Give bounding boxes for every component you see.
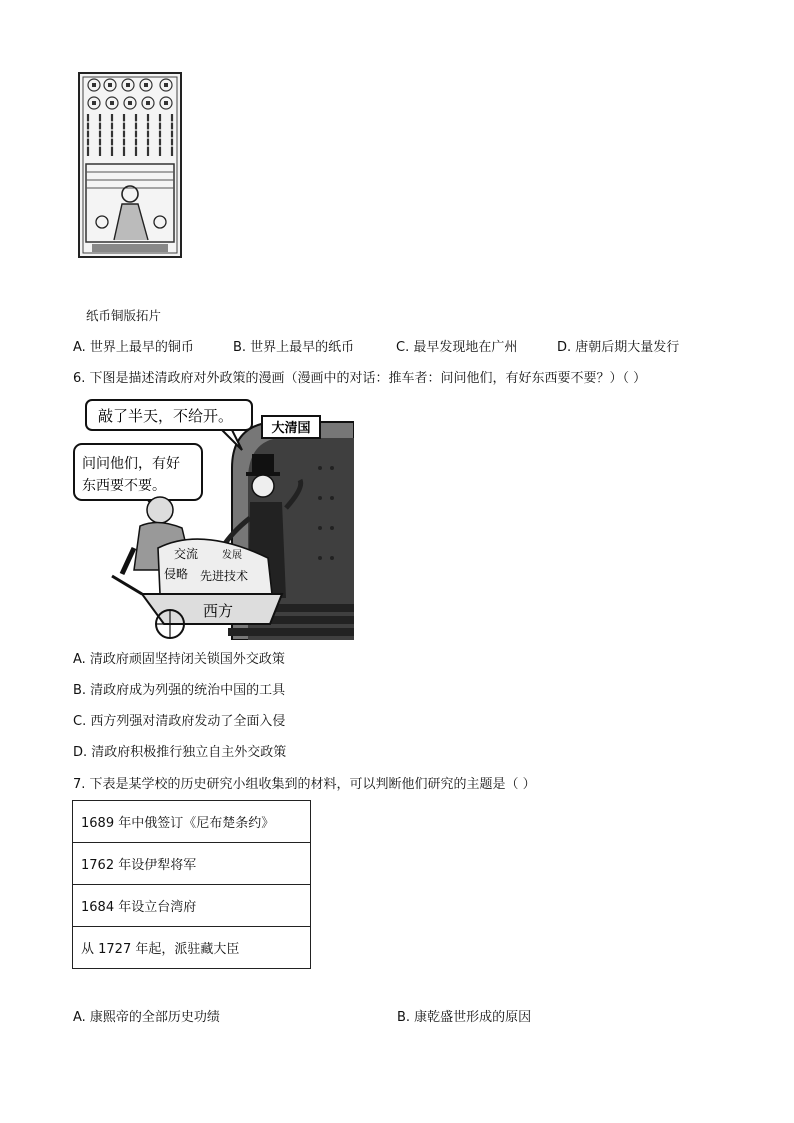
q6-stem: 6. 下图是描述清政府对外政策的漫画（漫画中的对话：推车者：问问他们，有好东西要不要？）（ ） [73,371,647,386]
q7-option-b[interactable]: B. 康乾盛世形成的原因 [397,1010,532,1025]
table-cell: 从 1727 年起，派驻藏大臣 [73,927,311,969]
comic-bubble-top: 敲了半天，不给开。 [98,407,234,425]
table-cell: 1684 年设立台湾府 [73,885,311,927]
q5-option-c[interactable]: C. 最早发现地在广州 [396,340,518,355]
banknote-rubbing-image [78,72,182,258]
q5-option-d[interactable]: D. 唐朝后期大量发行 [557,340,680,355]
comic-cart-label: 西方 [202,602,234,620]
comic-bubble-left-line1: 问问他们，有好 [82,456,180,472]
comic-bag-word-xianjin: 先进技术 [200,569,249,583]
q7-option-a[interactable]: A. 康熙帝的全部历史功绩 [73,1010,220,1025]
q7-stem: 7. 下表是某学校的历史研究小组收集到的材料，可以判断他们研究的主题是（ ） [73,777,536,792]
table-cell: 1689 年中俄签订《尼布楚条约》 [73,801,311,843]
policy-cartoon-image [72,398,354,640]
table-row [73,927,311,969]
table-cell: 1762 年设伊犁将军 [73,843,311,885]
table-row [73,885,311,927]
table-row [73,843,311,885]
q6-option-b[interactable]: B. 清政府成为列强的统治中国的工具 [73,683,286,698]
comic-bag-word-qinlue: 侵略 [164,567,189,581]
q7-material-table [72,800,311,969]
table-row [73,801,311,843]
q5-option-b[interactable]: B. 世界上最早的纸币 [233,340,355,355]
image-caption: 纸币铜版拓片 [86,308,162,323]
q5-option-a[interactable]: A. 世界上最早的铜币 [73,340,194,355]
comic-bag-word-fazhan: 发展 [222,550,242,561]
comic-bubble-left-line2: 东西要不要。 [82,478,166,494]
q6-option-c[interactable]: C. 西方列强对清政府发动了全面入侵 [73,714,286,729]
q6-option-d[interactable]: D. 清政府积极推行独立自主外交政策 [73,745,287,760]
comic-sign-text: 大清国 [271,421,311,436]
q6-option-a[interactable]: A. 清政府顽固坚持闭关锁国外交政策 [73,652,285,667]
comic-bag-word-jiaoliu: 交流 [174,547,199,561]
